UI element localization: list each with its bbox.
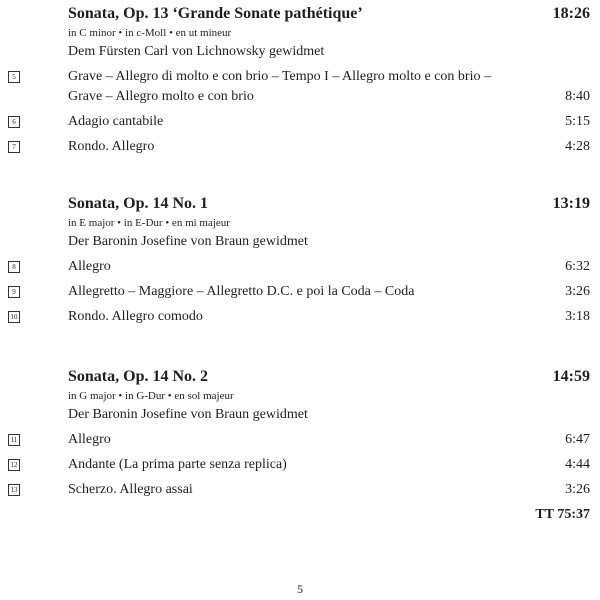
track-number-box: 8 xyxy=(8,261,20,273)
track-number-box: 12 xyxy=(8,459,20,471)
sonata-section xyxy=(0,194,600,327)
track-title: Rondo. Allegro xyxy=(68,139,155,154)
track-number-box: 6 xyxy=(8,116,20,128)
total-time: TT 75:37 xyxy=(535,507,590,522)
sonata-key: in C minor • in c-Moll • en ut mineur xyxy=(68,27,232,39)
sonata-key: in G major • in G-Dur • en sol majeur xyxy=(68,390,234,402)
track-title: Scherzo. Allegro assai xyxy=(68,482,193,497)
sonata-duration: 14:59 xyxy=(552,368,590,385)
sonata-dedication: Der Baronin Josefine von Braun gewidmet xyxy=(68,407,308,422)
track-title: Grave – Allegro molto e con brio xyxy=(68,89,254,104)
dedication-row xyxy=(0,42,600,62)
track-item xyxy=(0,107,600,132)
sonata-title-row xyxy=(0,4,600,24)
sonata-title: Sonata, Op. 14 No. 1 xyxy=(68,195,209,212)
track-number-box: 10 xyxy=(8,311,20,323)
track-item xyxy=(0,277,600,302)
track-item xyxy=(0,132,600,157)
dedication-row xyxy=(0,232,600,252)
track-duration: 5:15 xyxy=(565,114,590,129)
key-row xyxy=(0,214,600,232)
track-number-box: 7 xyxy=(8,141,20,153)
track-duration: 3:26 xyxy=(565,284,590,299)
page-number: 5 xyxy=(297,582,303,596)
track-item xyxy=(0,62,600,107)
track-duration: 4:44 xyxy=(565,457,590,472)
track-duration: 3:26 xyxy=(565,482,590,497)
track-title: Grave – Allegro di molto e con brio – Tempo I – Allegro molto e con brio – xyxy=(68,69,491,84)
total-time-row xyxy=(0,500,600,525)
sonata-duration: 13:19 xyxy=(552,195,590,212)
sonata-section xyxy=(0,4,600,157)
track-item xyxy=(0,302,600,327)
track-duration: 6:32 xyxy=(565,259,590,274)
sonata-title: Sonata, Op. 14 No. 2 xyxy=(68,368,209,385)
track-item xyxy=(0,475,600,500)
key-row xyxy=(0,387,600,405)
track-duration: 6:47 xyxy=(565,432,590,447)
sonata-duration: 18:26 xyxy=(552,5,590,22)
track-title: Allegro xyxy=(68,259,111,274)
key-row xyxy=(0,24,600,42)
track-title: Rondo. Allegro comodo xyxy=(68,309,203,324)
track-duration: 3:18 xyxy=(565,309,590,324)
sonata-dedication: Dem Fürsten Carl von Lichnowsky gewidmet xyxy=(68,44,325,59)
sonata-dedication: Der Baronin Josefine von Braun gewidmet xyxy=(68,234,308,249)
sonata-key: in E major • in E-Dur • en mi majeur xyxy=(68,217,230,229)
sonata-title-row xyxy=(0,367,600,387)
sonata-title: Sonata, Op. 13 ‘Grande Sonate pathétique’ xyxy=(68,5,363,22)
track-duration: 8:40 xyxy=(565,89,590,104)
track-title: Allegretto – Maggiore – Allegretto D.C. e poi la Coda – Coda xyxy=(68,284,415,299)
track-duration: 4:28 xyxy=(565,139,590,154)
track-title: Adagio cantabile xyxy=(68,114,164,129)
dedication-row xyxy=(0,405,600,425)
track-number-box: 5 xyxy=(8,71,20,83)
sonata-title-row xyxy=(0,194,600,214)
track-item xyxy=(0,252,600,277)
track-number-box: 9 xyxy=(8,286,20,298)
track-title: Allegro xyxy=(68,432,111,447)
sonata-section xyxy=(0,367,600,525)
track-number-box: 11 xyxy=(8,434,20,446)
track-title: Andante (La prima parte senza replica) xyxy=(68,457,287,472)
track-item xyxy=(0,450,600,475)
track-number-box: 13 xyxy=(8,484,20,496)
track-item xyxy=(0,425,600,450)
